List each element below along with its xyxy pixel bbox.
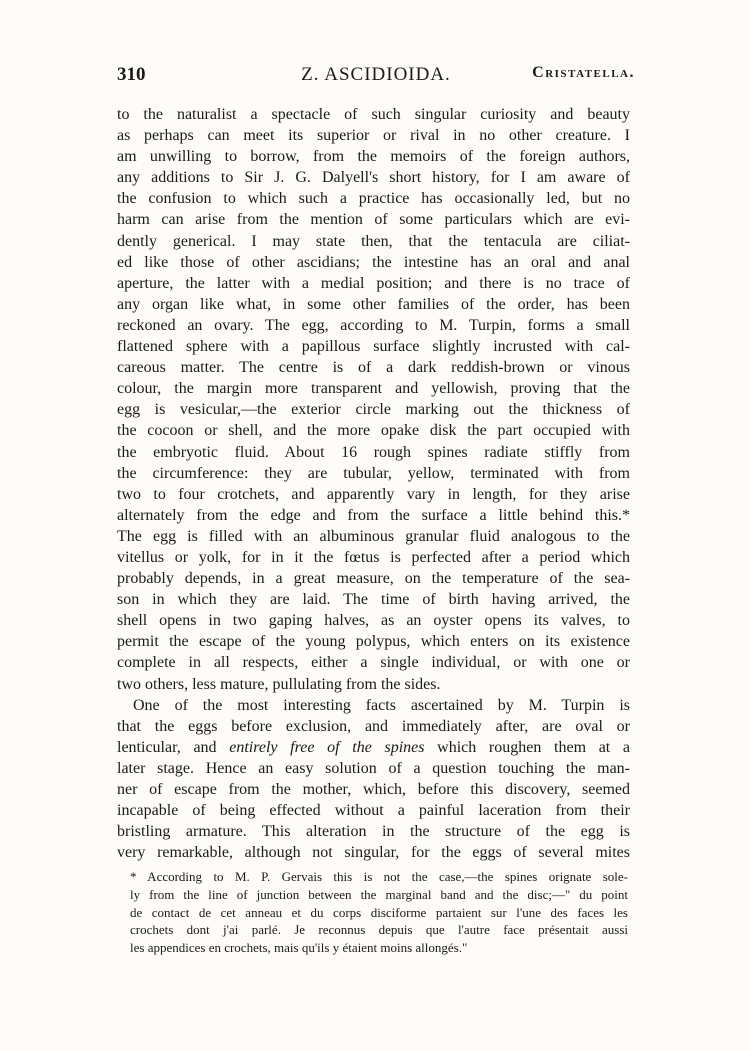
text-line: complete in all respects, either a single individual, or with one or [117, 654, 630, 672]
text-line: les appendices en crochets, mais qu'ils y étaient moins allongés." [130, 940, 468, 956]
text-line: * According to M. P. Gervais this is not the case,—the spines orignate sole- [130, 869, 628, 884]
text-line [117, 737, 630, 758]
page-number: 310 [117, 64, 146, 85]
text-line: incapable of being effected without a painful laceration from their [117, 802, 630, 820]
text-line: bristling armature. This alteration in the structure of the egg is [117, 823, 630, 841]
paragraph-1 [117, 104, 630, 695]
text-line: permit the escape of the young polypus, which enters on its existence [117, 633, 630, 651]
text-line: colour, the margin more transparent and yellowish, proving that the [117, 380, 630, 398]
text-line: vitellus or yolk, for in it the fœtus is perfected after a period which [117, 548, 630, 566]
text-line: ner of escape from the mother, which, before this discovery, seemed [117, 781, 630, 798]
text-line: any additions to Sir J. G. Dalyell's short history, for I am aware of [117, 169, 630, 187]
text-line: careous matter. The centre is of a dark reddish-brown or vinous [117, 359, 630, 377]
text-line: One of the most interesting facts ascertained by M. Turpin is [133, 696, 630, 714]
text-line: any organ like what, in some other families of the order, has been [117, 295, 630, 313]
text-line: The egg is filled with an albuminous granular fluid analogous to the [117, 527, 630, 545]
text-fragment: which roughen them at a [424, 738, 630, 756]
text-line: shell opens in two gaping halves, as an oyster opens its valves, to [117, 612, 630, 630]
text-line: as perhaps can meet its superior or rival in no other creature. I [117, 127, 630, 145]
text-line: son in which they are laid. The time of birth having arrived, the [117, 591, 630, 609]
footnote [130, 868, 628, 957]
text-line: reckoned an ovary. The egg, according to M. Turpin, forms a small [117, 316, 630, 334]
text-fragment: lenticular, and [117, 738, 230, 756]
text-line: dently generical. I may state then, that the tentacula are ciliat- [117, 232, 630, 250]
text-line: later stage. Hence an easy solution of a question touching the man- [117, 759, 630, 777]
running-title: Z. ASCIDIOIDA. [301, 64, 451, 85]
text-line: very remarkable, although not singular, for the eggs of several mites [117, 844, 630, 862]
text-line: two others, less mature, pullulating from the sides. [117, 675, 441, 693]
page-header [117, 64, 635, 90]
paragraph-2 [117, 695, 630, 864]
text-line: alternately from the edge and from the surface a little behind this.* [117, 506, 630, 524]
text-line: crochets dont j'ai parlé. Je reconnus depuis que l'autre face présentait aussi [130, 922, 628, 938]
text-line: to the naturalist a spectacle of such singular curiosity and beauty [117, 106, 630, 123]
text-line: egg is vesicular,—the exterior circle marking out the thickness of [117, 401, 630, 419]
text-line: ly from the line of junction between the marginal band and the disc;—" du point [130, 886, 628, 902]
text-line: the cocoon or shell, and the more opake disk the part occupied with [117, 422, 630, 440]
text-line: two to four crotchets, and apparently vary in length, for they arise [117, 485, 630, 503]
text-line: probably depends, in a great measure, on the temperature of the sea- [117, 570, 630, 588]
text-line: the embryotic fluid. About 16 rough spines radiate stiffly from [117, 443, 630, 461]
text-line: the circumference: they are tubular, yellow, terminated with from [117, 464, 630, 482]
text-line: that the eggs before exclusion, and immediately after, are oval or [117, 717, 630, 735]
text-line: ed like those of other ascidians; the intestine has an oral and anal [117, 253, 630, 271]
italic-emphasis: entirely free of the spines [229, 738, 425, 756]
text-line: de contact de cet anneau et du corps disciforme partaient sur l'une des faces les [130, 904, 628, 920]
text-line: flattened sphere with a papillous surface slightly incrusted with cal- [117, 338, 630, 356]
text-line: the confusion to which such a practice has occasionally led, but no [117, 190, 630, 208]
body-text [117, 104, 630, 863]
text-line: harm can arise from the mention of some particulars which are evi- [117, 211, 630, 229]
text-line: am unwilling to borrow, from the memoirs of the foreign authors, [117, 148, 630, 166]
section-title: Cristatella. [532, 64, 635, 81]
text-line: aperture, the latter with a medial position; and there is no trace of [117, 274, 630, 292]
